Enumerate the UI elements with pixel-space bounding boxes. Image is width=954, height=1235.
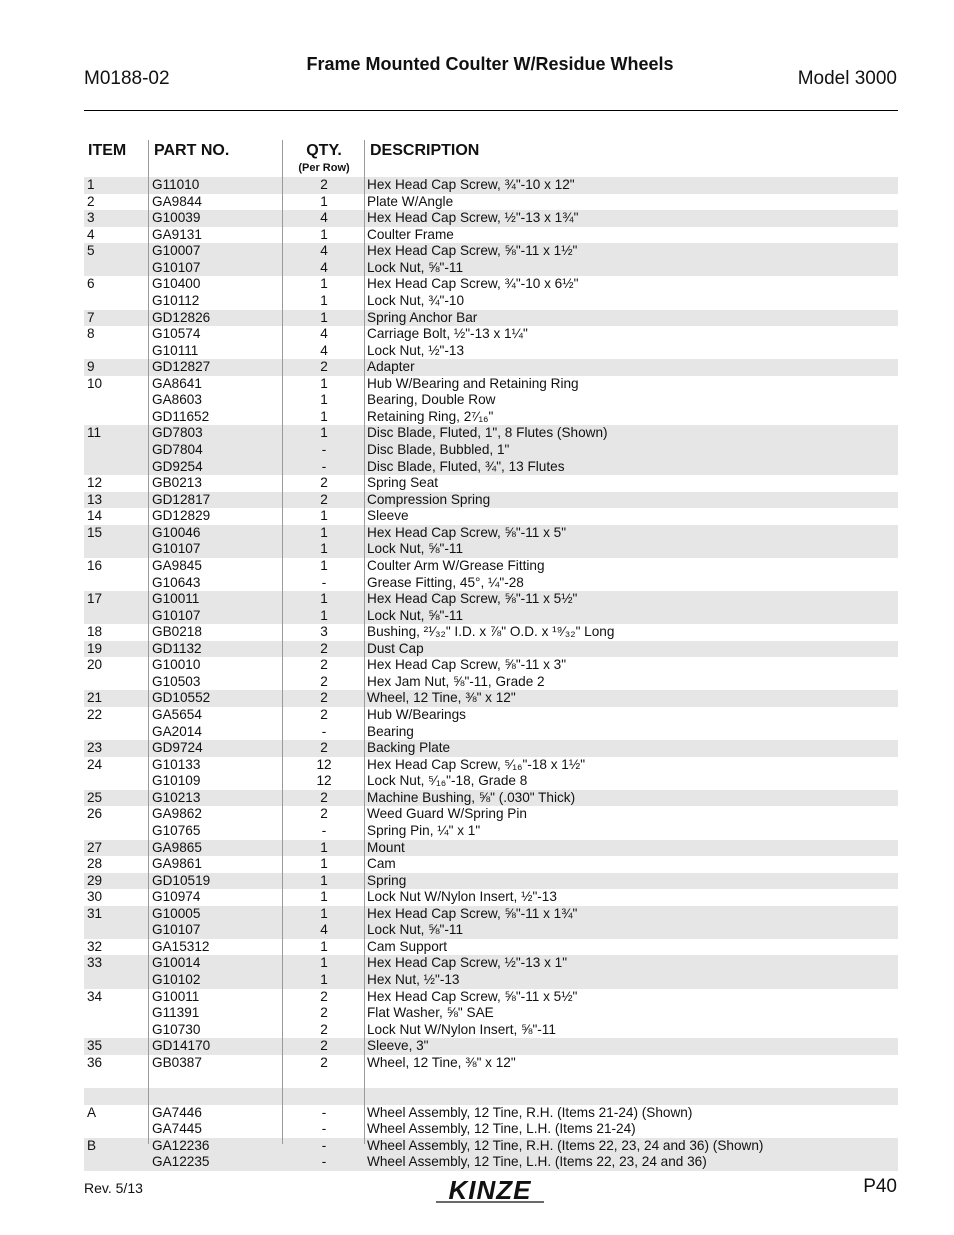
description-cell: Spring Pin, ¼" x 1"	[367, 822, 481, 838]
description-cell: Retaining Ring, 2⁷⁄₁₆"	[367, 408, 494, 424]
part-number-cell: GD7804	[152, 442, 203, 457]
quantity-cell: 2	[320, 1038, 328, 1054]
part-number-cell: GD12817	[152, 491, 211, 507]
table-row	[84, 243, 898, 260]
quantity-cell: 1	[320, 839, 328, 855]
item-cell: 31	[87, 905, 103, 921]
description-cell: Hex Head Cap Screw, ⅝"-11 x 5"	[367, 524, 567, 540]
table-row	[84, 690, 898, 707]
part-number-cell: G10133	[152, 756, 201, 772]
item-cell: 21	[87, 690, 103, 706]
part-number-cell: G10014	[152, 955, 201, 971]
item-cell: 24	[87, 756, 103, 772]
quantity-cell: 1	[320, 508, 328, 524]
item-cell: 6	[87, 276, 95, 292]
part-number-cell: G10007	[152, 243, 201, 259]
item-cell: 20	[87, 657, 103, 673]
quantity-cell: 2	[320, 1054, 328, 1070]
part-number-cell: GA12236	[152, 1137, 210, 1153]
description-cell: Coulter Arm W/Grease Fitting	[367, 557, 545, 573]
table-row	[84, 459, 898, 476]
description-cell: Hub W/Bearings	[367, 707, 466, 722]
quantity-cell: 2	[320, 657, 328, 673]
quantity-cell: 2	[320, 640, 328, 656]
quantity-cell: 4	[320, 259, 328, 275]
quantity-cell: 1	[320, 226, 328, 242]
table-row	[84, 740, 898, 757]
part-number-cell: GA9131	[152, 226, 202, 242]
description-cell: Machine Bushing, ⅝" (.030" Thick)	[367, 789, 576, 805]
part-number-cell: G10005	[152, 905, 201, 921]
table-row	[84, 276, 898, 293]
quantity-cell: 2	[320, 673, 328, 689]
table-row	[84, 194, 898, 211]
part-number-cell: G10107	[152, 541, 201, 557]
table-row	[84, 492, 898, 509]
quantity-cell: 2	[320, 988, 328, 1004]
column-divider	[282, 140, 283, 1144]
description-cell: Hex Jam Nut, ⅝"-11, Grade 2	[367, 673, 545, 689]
description-cell: Wheel Assembly, 12 Tine, L.H. (Items 21-24)	[367, 1121, 636, 1137]
description-cell: Lock Nut W/Nylon Insert, ⅝"-11	[367, 1021, 556, 1037]
part-number-cell: G10046	[152, 524, 201, 540]
part-number-cell: G10574	[152, 326, 201, 342]
quantity-cell: -	[321, 1104, 327, 1120]
part-number-cell: GA15312	[152, 938, 210, 954]
quantity-cell: -	[321, 574, 327, 590]
description-cell: Disc Blade, Fluted, 1", 8 Flutes (Shown)	[367, 425, 608, 441]
table-row	[84, 475, 898, 492]
item-cell: 36	[87, 1054, 103, 1070]
item-cell: 17	[87, 591, 103, 607]
quantity-cell: 1	[320, 955, 328, 971]
table-row	[84, 1038, 898, 1055]
description-cell: Wheel Assembly, 12 Tine, R.H. (Items 22, 23, 24 and 36) (Shown)	[367, 1137, 764, 1153]
part-number-cell: GD11652	[152, 408, 210, 424]
quantity-cell: 4	[320, 342, 328, 358]
description-cell: Hex Head Cap Screw, ⅝"-11 x 1½"	[367, 243, 578, 259]
part-number-cell: G10107	[152, 607, 201, 623]
table-row	[84, 1154, 898, 1171]
quantity-cell: 1	[320, 889, 328, 905]
description-cell: Lock Nut, ¾"-10	[367, 292, 465, 308]
quantity-cell: 4	[320, 243, 328, 259]
quantity-cell: 2	[320, 806, 328, 822]
item-cell: 30	[87, 889, 103, 905]
description-cell: Disc Blade, Fluted, ¾", 13 Flutes	[367, 458, 565, 474]
item-cell: 16	[87, 557, 103, 573]
quantity-cell: 2	[320, 789, 328, 805]
part-number-cell: G10400	[152, 276, 201, 292]
quantity-cell: -	[321, 822, 327, 838]
revision-label: Rev. 5/13	[84, 1180, 143, 1196]
item-cell: 27	[87, 839, 103, 855]
part-number-cell: G10109	[152, 773, 201, 789]
doc-number: M0188-02	[84, 68, 170, 89]
table-row	[84, 392, 898, 409]
description-cell: Hub W/Bearing and Retaining Ring	[367, 375, 579, 391]
quantity-cell: 1	[320, 872, 328, 888]
model-label: Model 3000	[797, 68, 897, 89]
item-cell: A	[87, 1104, 97, 1120]
description-cell: Plate W/Angle	[367, 193, 454, 209]
part-number-cell: GA9844	[152, 193, 202, 209]
description-cell: Lock Nut W/Nylon Insert, ½"-13	[367, 889, 557, 905]
item-cell: 12	[87, 475, 103, 491]
part-number-cell: GA7446	[152, 1104, 202, 1120]
part-number-cell: G10039	[152, 210, 201, 226]
quantity-cell: -	[321, 1154, 327, 1170]
description-cell: Lock Nut, ⅝"-11	[367, 541, 463, 557]
quantity-cell: -	[321, 458, 327, 474]
part-number-cell: G10011	[152, 591, 200, 607]
table-row	[84, 906, 898, 923]
description-cell: Spring Seat	[367, 475, 439, 491]
description-cell: Sleeve	[367, 508, 409, 524]
part-number-cell: G10974	[152, 889, 201, 905]
part-number-cell: GD10552	[152, 690, 211, 706]
part-number-cell: G10112	[152, 292, 200, 308]
page-number: P40	[863, 1176, 897, 1197]
description-cell: Wheel, 12 Tine, ⅜" x 12"	[367, 690, 516, 706]
table-row	[84, 806, 898, 823]
quantity-cell: 1	[320, 856, 328, 872]
item-cell: 22	[87, 707, 103, 722]
item-cell: 4	[87, 226, 95, 242]
table-row	[84, 889, 898, 906]
table-row	[84, 989, 898, 1006]
table-row	[84, 442, 898, 459]
quantity-cell: 3	[320, 624, 328, 640]
table-row	[84, 343, 898, 360]
quantity-cell: 1	[320, 972, 328, 987]
part-number-cell: G10643	[152, 574, 201, 590]
description-cell: Lock Nut, ⅝"-11	[367, 607, 463, 623]
part-number-cell: G10107	[152, 259, 201, 275]
table-row	[84, 608, 898, 625]
part-number-cell: G10765	[152, 822, 201, 838]
description-cell: Weed Guard W/Spring Pin	[367, 806, 527, 822]
table-row	[84, 1088, 898, 1105]
description-cell: Sleeve, 3"	[367, 1038, 429, 1054]
item-cell: 25	[87, 789, 103, 805]
table-row	[84, 326, 898, 343]
description-cell: Spring	[367, 872, 407, 888]
table-row	[84, 1005, 898, 1022]
column-divider	[148, 140, 149, 1144]
table-row	[84, 260, 898, 277]
description-cell: Mount	[367, 839, 405, 855]
description-cell: Dust Cap	[367, 640, 424, 656]
quantity-cell: -	[321, 1121, 327, 1137]
description-cell: Hex Head Cap Screw, ½"-13 x 1"	[367, 955, 568, 971]
part-number-cell: GA12235	[152, 1154, 210, 1170]
column-divider	[364, 140, 365, 1144]
quantity-cell: 2	[320, 491, 328, 507]
table-row	[84, 177, 898, 194]
column-header-item: ITEM	[88, 142, 127, 159]
table-row	[84, 856, 898, 873]
part-number-cell: G10730	[152, 1021, 201, 1037]
table-row	[84, 575, 898, 592]
part-number-cell: GD1132	[152, 640, 202, 656]
quantity-cell: 1	[320, 905, 328, 921]
item-cell: 34	[87, 988, 103, 1004]
table-row	[84, 707, 898, 724]
table-row	[84, 409, 898, 426]
quantity-cell: 2	[320, 475, 328, 491]
item-cell: 2	[87, 193, 95, 209]
part-number-cell: GB0218	[152, 624, 202, 640]
item-cell: 3	[87, 210, 95, 226]
table-row	[84, 724, 898, 741]
quantity-cell: 1	[320, 276, 328, 292]
part-number-cell: GD9254	[152, 458, 203, 474]
table-row	[84, 1138, 898, 1155]
description-cell: Hex Head Cap Screw, ¾"-10 x 12"	[367, 177, 575, 192]
item-cell: 14	[87, 508, 103, 524]
quantity-cell: 4	[320, 326, 328, 342]
quantity-cell: 1	[320, 408, 328, 424]
table-row	[84, 558, 898, 575]
description-cell: Coulter Frame	[367, 226, 454, 242]
item-cell: 18	[87, 624, 103, 640]
quantity-cell: 1	[320, 392, 328, 408]
table-row	[84, 922, 898, 939]
table-row	[84, 1022, 898, 1039]
part-number-cell: GD12827	[152, 359, 211, 375]
table-row	[84, 641, 898, 658]
quantity-cell: 2	[320, 740, 328, 756]
quantity-cell: 2	[320, 1021, 328, 1037]
item-cell: 32	[87, 938, 103, 954]
item-cell: 19	[87, 640, 103, 656]
quantity-cell: 2	[320, 690, 328, 706]
kinze-logo	[430, 1174, 550, 1206]
item-cell: 15	[87, 524, 103, 540]
table-row	[84, 591, 898, 608]
quantity-cell: 1	[320, 425, 328, 441]
quantity-cell: 2	[320, 359, 328, 375]
item-cell: 28	[87, 856, 103, 872]
part-number-cell: GA9845	[152, 557, 202, 573]
item-cell: 9	[87, 359, 95, 375]
description-cell: Hex Head Cap Screw, ¾"-10 x 6½"	[367, 276, 579, 292]
table-row	[84, 210, 898, 227]
item-cell: 5	[87, 243, 95, 259]
quantity-cell: 1	[320, 557, 328, 573]
description-cell: Lock Nut, ½"-13	[367, 342, 465, 358]
column-header-qty-sub: (Per Row)	[298, 162, 350, 174]
table-row	[84, 508, 898, 525]
table-row	[84, 541, 898, 558]
description-cell: Adapter	[367, 359, 415, 375]
part-number-cell: G10503	[152, 673, 201, 689]
quantity-cell: -	[321, 442, 327, 457]
description-cell: Wheel, 12 Tine, ⅜" x 12"	[367, 1054, 516, 1070]
table-row	[84, 823, 898, 840]
description-cell: Bearing, Double Row	[367, 392, 496, 408]
table-row	[84, 873, 898, 890]
quantity-cell: 1	[320, 541, 328, 557]
quantity-cell: 1	[320, 607, 328, 623]
description-cell: Hex Head Cap Screw, ⅝"-11 x 5½"	[367, 988, 578, 1004]
description-cell: Compression Spring	[367, 491, 491, 507]
quantity-cell: -	[321, 723, 327, 739]
item-cell: 35	[87, 1038, 103, 1054]
description-cell: Disc Blade, Bubbled, 1"	[367, 442, 510, 457]
description-cell: Lock Nut, ⁵⁄₁₆"-18, Grade 8	[367, 773, 528, 789]
quantity-cell: 2	[320, 177, 328, 192]
table-row	[84, 757, 898, 774]
table-row	[84, 674, 898, 691]
description-cell: Wheel Assembly, 12 Tine, R.H. (Items 21-24) (Shown)	[367, 1104, 693, 1120]
table-row	[84, 972, 898, 989]
quantity-cell: 1	[320, 591, 328, 607]
table-row	[84, 657, 898, 674]
table-row	[84, 227, 898, 244]
part-number-cell: G10107	[152, 922, 201, 938]
part-number-cell: GB0387	[152, 1054, 202, 1070]
part-number-cell: GA9862	[152, 806, 202, 822]
item-cell: B	[87, 1137, 97, 1153]
description-cell: Wheel Assembly, 12 Tine, L.H. (Items 22, 23, 24 and 36)	[367, 1154, 707, 1170]
part-number-cell: GA2014	[152, 723, 202, 739]
part-number-cell: G10010	[152, 657, 201, 673]
part-number-cell: GA8641	[152, 375, 202, 391]
table-row	[84, 773, 898, 790]
quantity-cell: 4	[320, 210, 328, 226]
item-cell: 7	[87, 309, 95, 325]
item-cell: 10	[87, 375, 103, 391]
part-number-cell: GB0213	[152, 475, 202, 491]
description-cell: Lock Nut, ⅝"-11	[367, 922, 463, 938]
table-row	[84, 939, 898, 956]
quantity-cell: 4	[320, 922, 328, 938]
part-number-cell: G10213	[152, 789, 201, 805]
quantity-cell: 1	[320, 309, 328, 325]
item-cell: 29	[87, 872, 103, 888]
description-cell: Hex Head Cap Screw, ½"-13 x 1¾"	[367, 210, 579, 226]
quantity-cell: 1	[320, 193, 328, 209]
page-title: Frame Mounted Coulter W/Residue Wheels	[306, 54, 674, 74]
part-number-cell: G11391	[152, 1005, 200, 1021]
part-number-cell: GD14170	[152, 1038, 211, 1054]
column-header-part: PART NO.	[154, 142, 230, 159]
description-cell: Bearing	[367, 723, 414, 739]
item-cell: 13	[87, 491, 103, 507]
logo-text: KINZE	[448, 1175, 532, 1205]
quantity-cell: 12	[316, 773, 332, 789]
table-row	[84, 376, 898, 393]
quantity-cell: 2	[320, 707, 328, 722]
part-number-cell: GA8603	[152, 392, 202, 408]
table-row	[84, 359, 898, 376]
description-cell: Flat Washer, ⅝" SAE	[367, 1005, 494, 1021]
quantity-cell: 1	[320, 375, 328, 391]
part-number-cell: GD7803	[152, 425, 203, 441]
part-number-cell: G10111	[152, 342, 199, 358]
description-cell: Spring Anchor Bar	[367, 309, 478, 325]
description-cell: Hex Head Cap Screw, ⅝"-11 x 5½"	[367, 591, 578, 607]
quantity-cell: -	[321, 1137, 327, 1153]
description-cell: Hex Head Cap Screw, ⅝"-11 x 3"	[367, 657, 567, 673]
part-number-cell: G10011	[152, 988, 200, 1004]
quantity-cell: 12	[316, 756, 332, 772]
description-cell: Backing Plate	[367, 740, 451, 756]
column-header-description: DESCRIPTION	[370, 142, 480, 159]
item-cell: 33	[87, 955, 103, 971]
table-row	[84, 790, 898, 807]
part-number-cell: GA9865	[152, 839, 202, 855]
part-number-cell: GD9724	[152, 740, 203, 756]
part-number-cell: G10102	[152, 972, 201, 987]
description-cell: Grease Fitting, 45°, ¼"-28	[367, 574, 524, 590]
part-number-cell: GD12826	[152, 309, 211, 325]
description-cell: Carriage Bolt, ½"-13 x 1¼"	[367, 326, 528, 342]
item-cell: 1	[87, 177, 95, 192]
part-number-cell: GD12829	[152, 508, 211, 524]
description-cell: Cam	[367, 856, 396, 872]
description-cell: Hex Head Cap Screw, ⁵⁄₁₆"-18 x 1½"	[367, 756, 586, 772]
part-number-cell: GA5654	[152, 707, 202, 722]
item-cell: 8	[87, 326, 95, 342]
table-row	[84, 1071, 898, 1088]
part-number-cell: GA9861	[152, 856, 202, 872]
table-row	[84, 310, 898, 327]
quantity-cell: 1	[320, 292, 328, 308]
description-cell: Hex Head Cap Screw, ⅝"-11 x 1¾"	[367, 905, 578, 921]
part-number-cell: G11010	[152, 177, 200, 192]
header-rule	[84, 110, 898, 111]
table-row	[84, 425, 898, 442]
description-cell: Lock Nut, ⅝"-11	[367, 259, 463, 275]
table-row	[84, 1105, 898, 1122]
column-header-qty: QTY.	[306, 142, 342, 159]
quantity-cell: 2	[320, 1005, 328, 1021]
table-row	[84, 525, 898, 542]
item-cell: 23	[87, 740, 103, 756]
table-row	[84, 293, 898, 310]
table-row	[84, 1121, 898, 1138]
description-cell: Bushing, ²¹⁄₃₂" I.D. x ⅞" O.D. x ¹⁹⁄₃₂" Long	[367, 624, 615, 640]
part-number-cell: GA7445	[152, 1121, 202, 1137]
description-cell: Cam Support	[367, 938, 448, 954]
table-row	[84, 840, 898, 857]
table-row	[84, 1055, 898, 1072]
parts-table	[84, 177, 898, 1171]
part-number-cell: GD10519	[152, 872, 211, 888]
item-cell: 26	[87, 806, 103, 822]
quantity-cell: 1	[320, 938, 328, 954]
description-cell: Hex Nut, ½"-13	[367, 972, 460, 987]
item-cell: 11	[87, 425, 102, 441]
table-row	[84, 624, 898, 641]
table-row	[84, 955, 898, 972]
quantity-cell: 1	[320, 524, 328, 540]
